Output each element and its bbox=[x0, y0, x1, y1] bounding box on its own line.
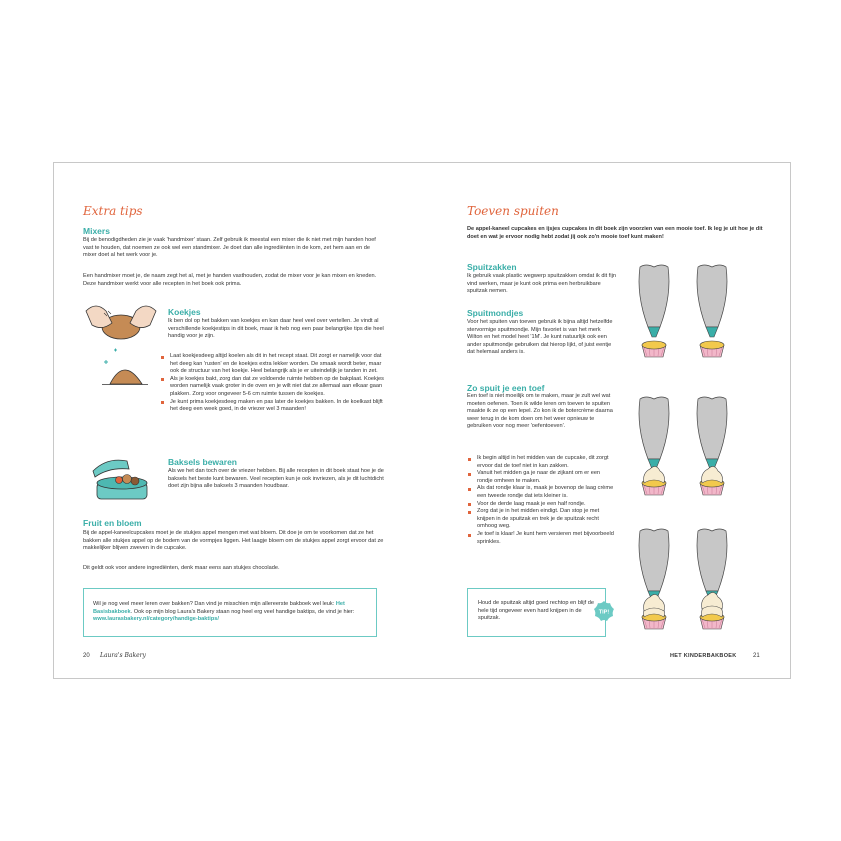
toef-paragraph: Een toef is niet moeilijk om te maken, maar je zult wel wat moeten oefenen. Toen ik wilde leren om toeven te spuiten maakte ik ze op een lepel. Zo kon ik de botercrème daarna weer terug in de kom doen om het weer opnieuw te gebruiken voor nog meer 'oefentoeven'. bbox=[467, 393, 613, 430]
list-item: Voor de derde laag maak je een half rondje. bbox=[467, 501, 617, 509]
book-spread bbox=[53, 162, 791, 679]
piping-steps-illustration bbox=[634, 261, 754, 641]
fruit-paragraph-2: Dit geldt ook voor andere ingrediënten, denk maar eens aan stukjes chocolade. bbox=[83, 565, 280, 571]
blog-link[interactable]: www.laurasbakery.nl/category/handige-baktips/ bbox=[93, 616, 219, 623]
section-heading-koekjes: Koekjes bbox=[168, 307, 201, 317]
tip-box bbox=[467, 588, 606, 637]
page-number-left: 20 bbox=[83, 653, 90, 659]
koekjes-intro: Ik ben dol op het bakken van koekjes en kan daar heel veel over vertellen. Je vindt al verschillende koekjestips in dit boek, maar ik heb nog een paar belangrijke tips die heel handig voor je zijn. bbox=[168, 318, 384, 340]
baksels-paragraph: Als we het dan toch over de vriezer hebben. Bij alle recepten in dit boek staat hoe je de baksels het beste kunt bewaren. Veel recepten kun je ook invriezen, als je dit luchtdicht doet zijn bijna alle baksels 3 maanden houdbaar. bbox=[168, 468, 384, 490]
toef-steps-list bbox=[467, 455, 617, 546]
page-title: Extra tips bbox=[83, 204, 143, 218]
spuitmondjes-paragraph: Voor het spuiten van toeven gebruik ik bijna altijd hetzelfde stervormige spuitmondje. Mijn favoriet is van het merk Wilton en het model heet '1M'. Je kunt natuurlijk ook een ander spuitmondje gebruiken dat hierop lijkt, of juist eentje dat helemaal anders is. bbox=[467, 319, 613, 356]
list-item: Je toef is klaar! Je kunt hem versieren met bijvoorbeeld sprinkles. bbox=[467, 531, 617, 546]
list-item: Zorg dat je in het midden eindigt. Dan stop je met knijpen in de spuitzak en trek je de spuitzak recht omhoog weg. bbox=[467, 508, 617, 531]
section-heading-baksels: Baksels bewaren bbox=[168, 457, 237, 467]
more-info-intro: Wil je nog veel meer leren over bakken? Dan vind je misschien mijn allereerste bakboek wel leuk: bbox=[93, 601, 335, 607]
section-heading-mixers: Mixers bbox=[83, 226, 110, 236]
book-link[interactable]: Het Basisbakboek bbox=[93, 601, 345, 615]
more-info-box bbox=[83, 588, 377, 637]
list-item: Als dat rondje klaar is, maak je bovenop de laag crème een tweede rondje dat iets kleiner is. bbox=[467, 485, 617, 500]
list-item: Laat koekjesdeeg altijd koelen als dit in het recept staat. Dit zorgt er namelijk voor dat het deeg kan 'rusten' en de koekjes extra lekker worden. De smaak wordt beter, maar ook de structuur van het koekje. Heel belangrijk als je er uiteindelijk je tanden in zet. bbox=[160, 353, 385, 376]
tip-badge-label: TIP! bbox=[598, 609, 610, 616]
tip-badge bbox=[593, 600, 615, 622]
right-page bbox=[422, 163, 790, 678]
more-info-text bbox=[93, 601, 369, 624]
cookie-ball-illustration bbox=[100, 348, 150, 388]
intro-paragraph: De appel-kaneel cupcakes en ijsjes cupcakes in dit boek zijn voorzien van een mooie toef. Ik leg je uit hoe je dit doet en wat je ervoor nodig hebt zodat jij ook zo'n mooie toef kunt maken! bbox=[467, 226, 763, 240]
spuitzakken-paragraph: Ik gebruik vaak plastic wegwerp spuitzakken omdat ik dit fijn vind werken, maar je kunt ook prima een herbruikbare spuitzak nemen. bbox=[467, 273, 616, 295]
list-item: Vanuit het midden ga je naar de zijkant om er een rondje omheen te maken. bbox=[467, 470, 617, 485]
brand-name: Laura's Bakery bbox=[100, 652, 146, 659]
left-page bbox=[54, 163, 422, 678]
mixers-paragraph-2: Een handmixer moet je, de naam zegt het al, met je handen vasthouden, zodat de mixer voor je kan mixen en kneden. Deze handmixer werkt voor alle recepten in het boek ook prima. bbox=[83, 273, 377, 287]
section-heading-fruit: Fruit en bloem bbox=[83, 518, 142, 528]
fruit-paragraph-1: Bij de appel-kaneelcupcakes moet je de stukjes appel mengen met wat bloem. Dit doe je om te voorkomen dat ze het bakken alle stukjes appel op de bodem van de vormpjes liggen. Het laagje bloem om de stukjes appel zorgt ervoor dat ze makkelijker blijven zweven in de cupcake. bbox=[83, 530, 384, 552]
cookie-tin-illustration bbox=[89, 455, 155, 507]
list-item: Als je koekjes bakt, zorg dan dat ze voldoende ruimte hebben op de bakplaat. Koekjes worden namelijk vaak groter in de oven en je wilt niet dat ze allemaal aan elkaar gaan plakken. Zorg voor ongeveer 5-6 cm ruimte tussen de koekjes. bbox=[160, 376, 385, 399]
running-head: HET KINDERBAKBOEK bbox=[670, 653, 737, 659]
list-item: Ik begin altijd in het midden van de cupcake, dit zorgt ervoor dat de toef niet in kan zakken. bbox=[467, 455, 617, 470]
page-number-right: 21 bbox=[753, 653, 760, 659]
list-item: Je kunt prima koekjesdeeg maken en pas later de koekjes bakken. In de koelkast blijft het deeg een week goed, in de vriezer wel 3 maanden! bbox=[160, 399, 385, 414]
koekjes-tips-list bbox=[160, 353, 385, 414]
section-heading-toef: Zo spuit je een toef bbox=[467, 383, 545, 393]
mixers-paragraph-1: Bij de benodigdheden zie je vaak 'handmixer' staan. Zelf gebruik ik meestal een mixer die ik niet met mijn handen hoef vast te houden, dat noemen ze ook wel een standmixer. Je doet dan alle ingrediënten in de kom, zet hem aan en de mixer doet al het werk voor je. bbox=[83, 237, 376, 259]
section-heading-spuitmondjes: Spuitmondjes bbox=[467, 308, 524, 318]
hands-dough-illustration bbox=[82, 301, 160, 343]
more-info-mid: . Ook op mijn blog Laura's Bakery staan nog heel erg veel handige baktips, de vind je hier: bbox=[130, 608, 355, 615]
section-heading-spuitzakken: Spuitzakken bbox=[467, 262, 517, 272]
page-title: Toeven spuiten bbox=[467, 204, 559, 218]
tip-text: Houd de spuitzak altijd goed rechtop en blijf de hele tijd ongeveer even hard knijpen in de spuitzak. bbox=[478, 600, 594, 622]
